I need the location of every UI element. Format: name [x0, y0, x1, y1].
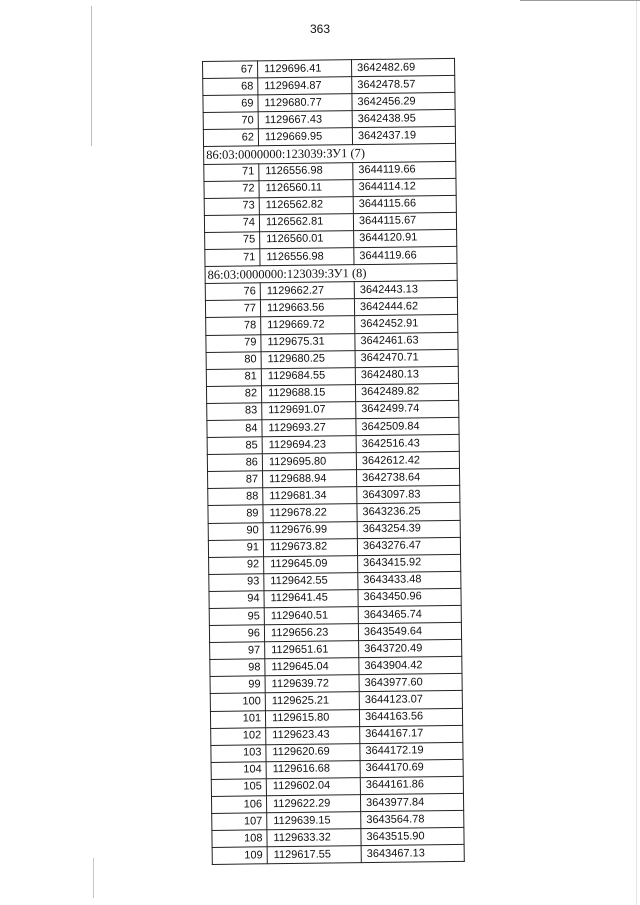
point-number-cell: 62: [203, 129, 258, 147]
scan-edge-line: [93, 858, 94, 898]
point-number-cell: 83: [207, 403, 262, 421]
y-coordinate-cell: 3643467.13: [361, 845, 464, 863]
x-coordinate-cell: 1129680.77: [258, 94, 352, 112]
point-number-cell: 106: [211, 796, 266, 814]
point-number-cell: 76: [205, 283, 260, 301]
point-number-cell: 69: [203, 95, 258, 113]
y-coordinate-cell: 3644115.66: [353, 195, 456, 213]
x-coordinate-cell: 1129645.09: [264, 555, 358, 573]
x-coordinate-cell: 1129640.51: [264, 607, 358, 625]
y-coordinate-cell: 3644115.67: [353, 212, 456, 230]
y-coordinate-cell: 3644123.07: [359, 691, 462, 709]
y-coordinate-cell: 3642443.13: [354, 281, 457, 299]
coordinates-table-body: [203, 58, 465, 864]
x-coordinate-cell: 1129695.80: [262, 453, 356, 471]
point-number-cell: 108: [212, 830, 267, 848]
parcel-group-label: 86:03:0000000:123039:ЗУ1 (8): [205, 264, 457, 284]
y-coordinate-cell: 3644120.91: [354, 229, 457, 247]
point-number-cell: 98: [210, 659, 265, 677]
point-number-cell: 94: [209, 591, 264, 609]
y-coordinate-cell: 3642738.64: [357, 469, 460, 487]
point-number-cell: 91: [208, 539, 263, 557]
y-coordinate-cell: 3642509.84: [356, 417, 459, 435]
x-coordinate-cell: 1129663.56: [260, 299, 354, 317]
y-coordinate-cell: 3643977.84: [360, 793, 463, 811]
y-coordinate-cell: 3643465.74: [358, 605, 461, 623]
x-coordinate-cell: 1129620.69: [266, 743, 360, 761]
point-number-cell: 95: [209, 608, 264, 626]
y-coordinate-cell: 3642499.74: [356, 400, 459, 418]
y-coordinate-cell: 3644170.69: [360, 759, 463, 777]
y-coordinate-cell: 3644161.86: [360, 776, 463, 794]
y-coordinate-cell: 3643549.64: [358, 622, 461, 640]
x-coordinate-cell: 1129669.72: [261, 316, 355, 334]
point-number-cell: 88: [208, 488, 263, 506]
y-coordinate-cell: 3642482.69: [351, 58, 454, 76]
y-coordinate-cell: 3644167.17: [360, 725, 463, 743]
y-coordinate-cell: 3643236.25: [357, 503, 460, 521]
point-number-cell: 78: [206, 317, 261, 335]
point-number-cell: 67: [203, 61, 258, 79]
y-coordinate-cell: 3642437.19: [352, 127, 455, 145]
point-number-cell: 71: [205, 249, 260, 267]
y-coordinate-cell: 3642470.71: [355, 349, 458, 367]
point-number-cell: 87: [208, 471, 263, 489]
x-coordinate-cell: 1129602.04: [266, 778, 360, 796]
x-coordinate-cell: 1126556.98: [259, 162, 353, 180]
y-coordinate-cell: 3644172.19: [360, 742, 463, 760]
y-coordinate-cell: 3643904.42: [359, 657, 462, 675]
y-coordinate-cell: 3643097.83: [357, 486, 460, 504]
x-coordinate-cell: 1126560.11: [259, 179, 353, 197]
y-coordinate-cell: 3642452.91: [355, 315, 458, 333]
table-row: [212, 845, 464, 865]
x-coordinate-cell: 1129691.07: [262, 402, 356, 420]
parcel-group-label: 86:03:0000000:123039:ЗУ1 (7): [204, 144, 456, 164]
y-coordinate-cell: 3642480.13: [355, 366, 458, 384]
x-coordinate-cell: 1129616.68: [266, 760, 360, 778]
x-coordinate-cell: 1129667.43: [258, 111, 352, 129]
x-coordinate-cell: 1129680.25: [261, 350, 355, 368]
y-coordinate-cell: 3643515.90: [361, 828, 464, 846]
coordinates-table: [202, 58, 465, 865]
x-coordinate-cell: 1129633.32: [267, 829, 361, 847]
x-coordinate-cell: 1129645.04: [265, 658, 359, 676]
x-coordinate-cell: 1129684.55: [261, 367, 355, 385]
x-coordinate-cell: 1126562.81: [259, 214, 353, 232]
x-coordinate-cell: 1129676.99: [263, 521, 357, 539]
point-number-cell: 75: [205, 232, 260, 250]
point-number-cell: 99: [210, 676, 265, 694]
y-coordinate-cell: 3643977.60: [359, 674, 462, 692]
point-number-cell: 101: [210, 710, 265, 728]
x-coordinate-cell: 1129688.15: [261, 384, 355, 402]
x-coordinate-cell: 1129696.41: [258, 60, 352, 78]
scan-edge-line: [520, 0, 640, 1]
x-coordinate-cell: 1129694.87: [258, 77, 352, 95]
y-coordinate-cell: 3644163.56: [359, 708, 462, 726]
point-number-cell: 109: [212, 847, 267, 865]
y-coordinate-cell: 3643564.78: [361, 810, 464, 828]
y-coordinate-cell: 3644119.66: [354, 246, 457, 264]
scan-edge-line: [636, 0, 637, 905]
y-coordinate-cell: 3642489.82: [355, 383, 458, 401]
point-number-cell: 105: [211, 779, 266, 797]
x-coordinate-cell: 1129681.34: [263, 487, 357, 505]
y-coordinate-cell: 3642444.62: [354, 298, 457, 316]
point-number-cell: 70: [203, 112, 258, 130]
point-number-cell: 100: [210, 693, 265, 711]
x-coordinate-cell: 1129673.82: [263, 538, 357, 556]
x-coordinate-cell: 1129617.55: [267, 846, 361, 864]
point-number-cell: 72: [204, 180, 259, 198]
point-number-cell: 84: [207, 420, 262, 438]
y-coordinate-cell: 3642478.57: [352, 76, 455, 94]
y-coordinate-cell: 3643720.49: [359, 640, 462, 658]
point-number-cell: 68: [203, 78, 258, 96]
y-coordinate-cell: 3643433.48: [358, 571, 461, 589]
point-number-cell: 73: [204, 198, 259, 216]
y-coordinate-cell: 3642612.42: [356, 452, 459, 470]
y-coordinate-cell: 3643254.39: [357, 520, 460, 538]
x-coordinate-cell: 1129694.23: [262, 436, 356, 454]
point-number-cell: 107: [212, 813, 267, 831]
x-coordinate-cell: 1129622.29: [266, 795, 360, 813]
point-number-cell: 89: [208, 505, 263, 523]
x-coordinate-cell: 1129641.45: [264, 590, 358, 608]
point-number-cell: 97: [210, 642, 265, 660]
x-coordinate-cell: 1129623.43: [266, 726, 360, 744]
y-coordinate-cell: 3643450.96: [358, 588, 461, 606]
y-coordinate-cell: 3642456.29: [352, 93, 455, 111]
page-number: 363: [309, 22, 331, 36]
point-number-cell: 77: [205, 300, 260, 318]
x-coordinate-cell: 1129675.31: [261, 333, 355, 351]
point-number-cell: 74: [204, 215, 259, 233]
x-coordinate-cell: 1129669.95: [258, 128, 352, 146]
x-coordinate-cell: 1129651.61: [265, 641, 359, 659]
point-number-cell: 71: [204, 163, 259, 181]
x-coordinate-cell: 1129639.72: [265, 675, 359, 693]
point-number-cell: 92: [209, 557, 264, 575]
point-number-cell: 96: [209, 625, 264, 643]
x-coordinate-cell: 1129656.23: [264, 624, 358, 642]
x-coordinate-cell: 1129693.27: [262, 419, 356, 437]
point-number-cell: 80: [206, 351, 261, 369]
point-number-cell: 82: [206, 386, 261, 404]
x-coordinate-cell: 1126562.82: [259, 196, 353, 214]
point-number-cell: 81: [206, 368, 261, 386]
x-coordinate-cell: 1129615.80: [265, 709, 359, 727]
x-coordinate-cell: 1126556.98: [260, 248, 354, 266]
point-number-cell: 102: [211, 727, 266, 745]
x-coordinate-cell: 1129662.27: [260, 282, 354, 300]
y-coordinate-cell: 3644114.12: [353, 178, 456, 196]
y-coordinate-cell: 3642516.43: [356, 434, 459, 452]
x-coordinate-cell: 1129678.22: [263, 504, 357, 522]
point-number-cell: 104: [211, 762, 266, 780]
point-number-cell: 103: [211, 745, 266, 763]
y-coordinate-cell: 3644119.66: [353, 161, 456, 179]
x-coordinate-cell: 1129639.15: [267, 812, 361, 830]
point-number-cell: 86: [207, 454, 262, 472]
y-coordinate-cell: 3643276.47: [357, 537, 460, 555]
point-number-cell: 90: [208, 522, 263, 540]
x-coordinate-cell: 1129642.55: [264, 572, 358, 590]
point-number-cell: 79: [206, 334, 261, 352]
x-coordinate-cell: 1126560.01: [260, 231, 354, 249]
point-number-cell: 93: [209, 574, 264, 592]
x-coordinate-cell: 1129625.21: [265, 692, 359, 710]
y-coordinate-cell: 3642438.95: [352, 110, 455, 128]
y-coordinate-cell: 3643415.92: [358, 554, 461, 572]
y-coordinate-cell: 3642461.63: [355, 332, 458, 350]
point-number-cell: 85: [207, 437, 262, 455]
x-coordinate-cell: 1129688.94: [263, 470, 357, 488]
